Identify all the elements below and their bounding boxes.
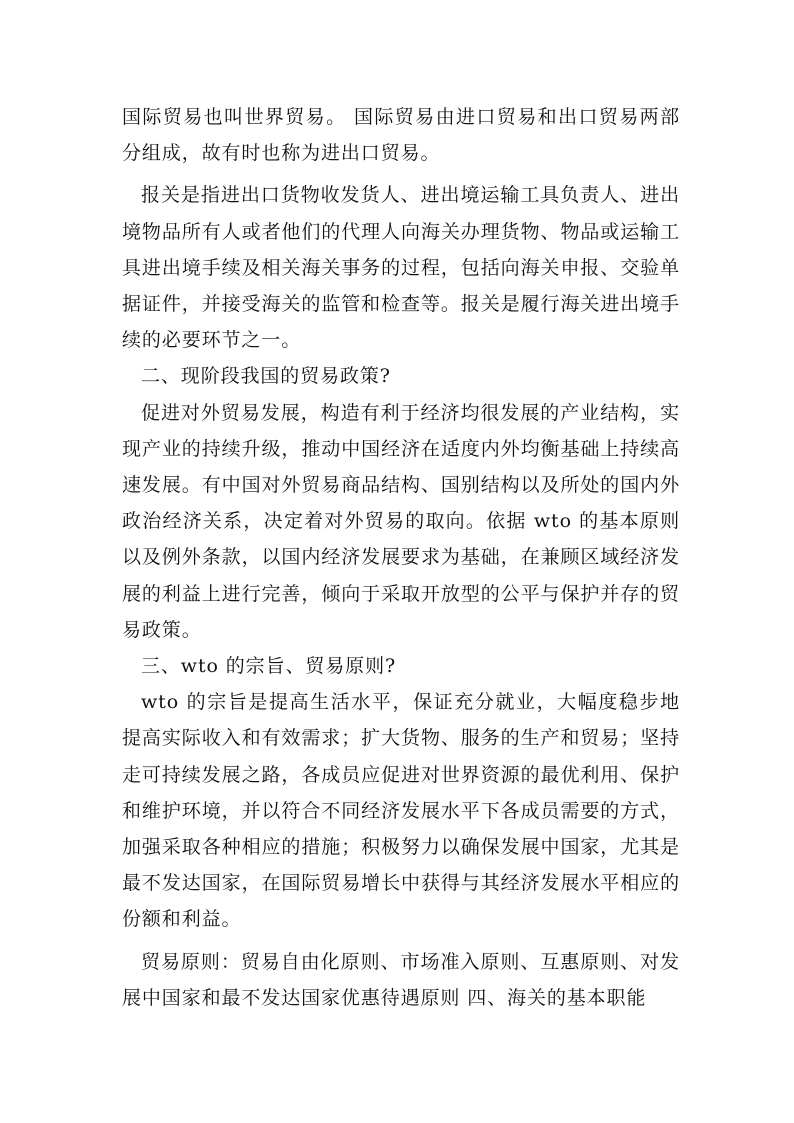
paragraph-customs-declaration: 报关是指进出口货物收发货人、进出境运输工具负责人、进出境物品所有人或者他们的代理人向海关办理货物、物品或运输工具进出境手续及相关海关事务的过程，包括向海关申报、交验单据证件，并接受海关的监管和检查等。报关是履行海关进出境手续的必要环节之一。	[122, 184, 680, 352]
section-heading-trade-policy: 二、现阶段我国的贸易政策?	[141, 365, 391, 388]
paragraph-trade-policy: 促进对外贸易发展，构造有利于经济均很发展的产业结构，实现产业的持续升级，推动中国经济在适度内外均衡基础上持续高速发展。有中国对外贸易商品结构、国别结构以及所处的国内外政治经济关系，决定着对外贸易的取向。依据 wto 的基本原则以及例外条款，以国内经济发展要求为基础，在兼顾区域经济发展的利益上进行完善，倾向于采取开放型的公平与保护并存的贸易政策。	[122, 401, 680, 641]
document-body	[122, 99, 680, 1016]
paragraph-wto-purpose: wto 的宗旨是提高生活水平，保证充分就业，大幅度稳步地提高实际收入和有效需求；扩大货物、服务的生产和贸易；坚持走可持续发展之路，各成员应促进对世界资源的最优利用、保护和维护环境，并以符合不同经济发展水平下各成员需要的方式，加强采取各种相应的措施；积极努力以确保发展中国家，尤其是最不发达国家，在国际贸易增长中获得与其经济发展水平相应的份额和利益。	[122, 691, 680, 931]
paragraph-trade-principles: 贸易原则：贸易自由化原则、市场准入原则、互惠原则、对发展中国家和最不发达国家优惠待遇原则 四、海关的基本职能	[122, 950, 680, 1009]
section-heading-wto: 三、wto 的宗旨、贸易原则?	[141, 655, 397, 678]
paragraph-international-trade: 国际贸易也叫世界贸易。 国际贸易由进口贸易和出口贸易两部分组成，故有时也称为进出口贸易。	[122, 106, 680, 165]
